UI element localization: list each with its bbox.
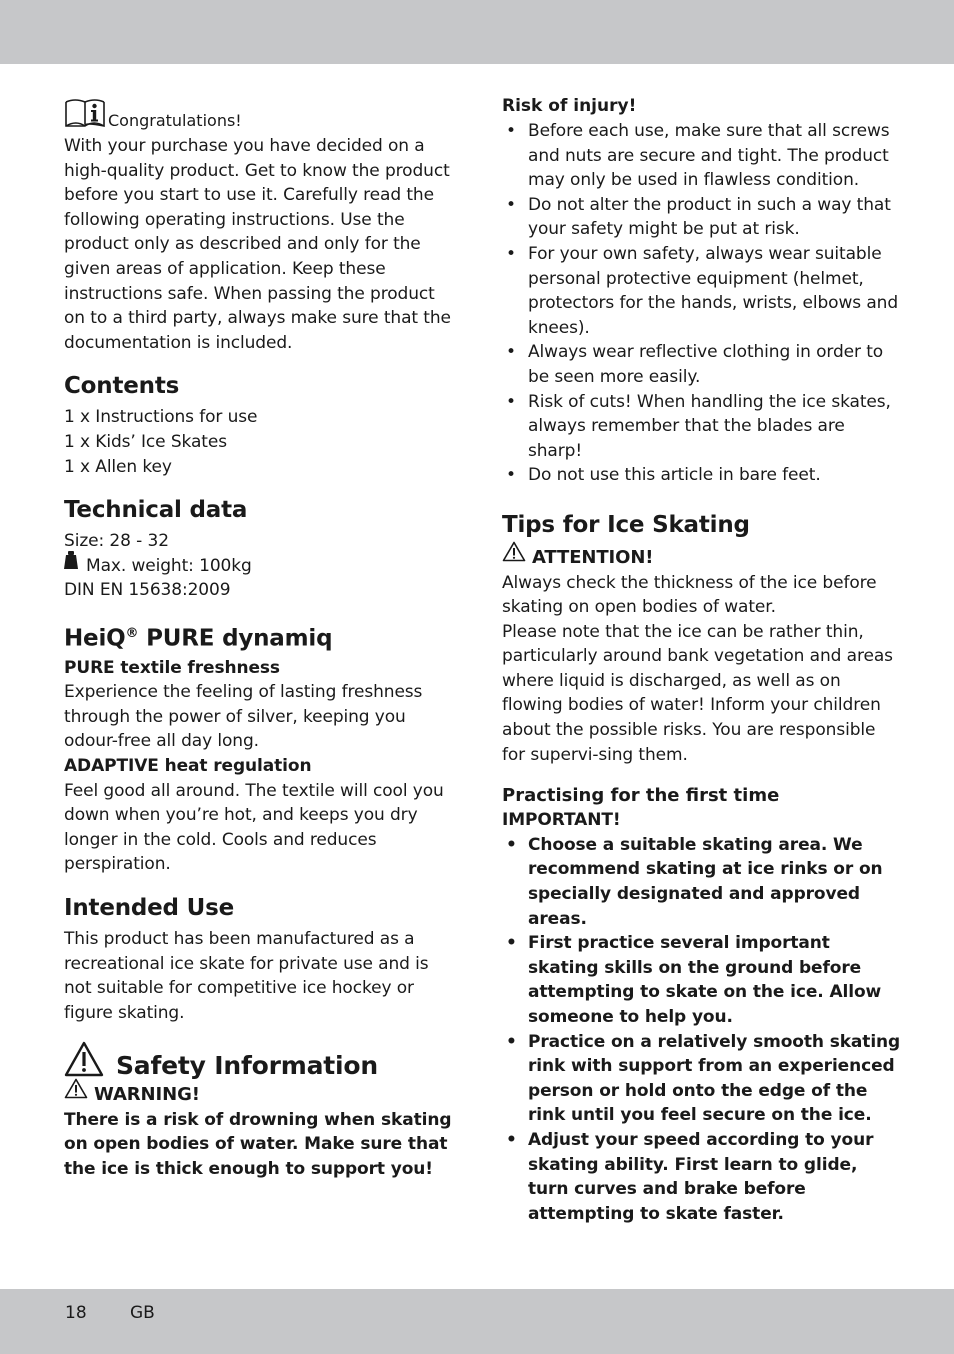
- list-item: • For your own safety, always wear suitable personal protective equipment (helmet, protectors for the hands, wrists, elbows and knees).: [502, 242, 902, 340]
- attention-text2: Please note that the ice can be rather thin, particularly around bank vegetation and areas where liquid is discharged, as well as on flowing bodies of water! Inform your children about the possible risks. You are responsible for supervi-sing them.: [502, 621, 893, 765]
- intended-title: Intended Use: [64, 894, 234, 921]
- list-item: • Risk of cuts! When handling the ice skates, always remember that the blades are sharp!: [502, 390, 902, 464]
- technical-title: Technical data: [64, 497, 248, 524]
- intro-heading-row: [64, 94, 454, 130]
- weight-icon: [64, 551, 78, 577]
- contents-item: 1 x Kids’ Ice Skates: [64, 431, 227, 452]
- technical-size: Size: 28 - 32: [64, 531, 169, 552]
- list-item: • Do not alter the product in such a way that your safety might be put at risk.: [502, 193, 902, 242]
- registered-mark: ®: [125, 625, 139, 641]
- contents-item: 1 x Instructions for use: [64, 407, 258, 428]
- safety-warning-row: [64, 1083, 454, 1108]
- contents-list: [64, 405, 454, 479]
- heiq-title: [64, 619, 454, 654]
- page-number: 18: [65, 1303, 87, 1323]
- tips-title: Tips for Ice Skating: [502, 511, 750, 538]
- right-column: [502, 94, 902, 1226]
- list-item: • Always wear reflective clothing in order to be seen more easily.: [502, 340, 902, 389]
- attention-row: [502, 546, 902, 571]
- practising-list: [502, 833, 902, 1227]
- intro-heading: Congratulations!: [108, 111, 242, 130]
- header-bar: [0, 0, 954, 64]
- list-item: • Do not use this article in bare feet.: [502, 463, 902, 488]
- heiq-text1: Experience the feeling of lasting freshness through the power of silver, keeping you odour-free all day long.: [64, 682, 423, 752]
- attention-label: ATTENTION!: [532, 546, 654, 568]
- technical-standard: DIN EN 15638:2009: [64, 580, 231, 601]
- language-code: GB: [130, 1303, 155, 1323]
- heiq-sub1: PURE textile freshness: [64, 657, 280, 678]
- attention-text1: Always check the thickness of the ice before skating on open bodies of water.: [502, 572, 877, 618]
- safety-warning-label: WARNING!: [94, 1084, 200, 1106]
- practising-title: Practising for the first time: [502, 785, 780, 807]
- intro-text: With your purchase you have decided on a high-quality product. Get to know the product before you start to use it. Carefully read the following operating instructions. Use the product only as described and only for the given areas of application. Keep these instructions safe. When passing the product on to a third party, always make sure that the documentation is included.: [64, 136, 451, 353]
- technical-weight-row: [64, 554, 454, 579]
- technical-weight: Max. weight: 100kg: [86, 555, 252, 576]
- left-column: [64, 94, 454, 1182]
- heiq-text2: Feel good all around. The textile will cool you down when you’re hot, and keeps you dry longer in the cold. Cools and reduces perspiration.: [64, 780, 444, 875]
- heiq-title-suffix: PURE dynamiq: [138, 625, 333, 652]
- list-item: • First practice several important skating skills on the ground before attempting to skate on the ice. Allow someone to help you.: [502, 931, 902, 1029]
- safety-title-row: [64, 1041, 454, 1083]
- heiq-sub2: ADAPTIVE heat regulation: [64, 755, 312, 776]
- technical-list: [64, 529, 454, 603]
- warning-icon: [502, 541, 526, 570]
- risk-list: [502, 119, 902, 488]
- list-item: • Choose a suitable skating area. We recommend skating at ice rinks or on specially designated and approved areas.: [502, 833, 902, 931]
- contents-item: 1 x Allen key: [64, 456, 172, 477]
- warning-triangle-icon: [64, 1041, 104, 1094]
- intended-text: This product has been manufactured as a recreational ice skate for private use and is not suitable for competitive ice hockey or figure skating.: [64, 928, 429, 1023]
- info-manual-icon: [64, 96, 106, 132]
- contents-title: Contents: [64, 373, 180, 400]
- important-label: IMPORTANT!: [502, 810, 621, 831]
- heiq-title-prefix: HeiQ: [64, 625, 126, 652]
- safety-warning-text: There is a risk of drowning when skating on open bodies of water. Make sure that the ice is thick enough to support you!: [64, 1109, 452, 1180]
- risk-title: Risk of injury!: [502, 96, 637, 116]
- safety-title: Safety Information: [116, 1051, 378, 1081]
- list-item: • Adjust your speed according to your skating ability. First learn to glide, turn curves and brake before attempting to skate faster.: [502, 1128, 902, 1226]
- list-item: • Before each use, make sure that all screws and nuts are secure and tight. The product may only be used in flawless condition.: [502, 119, 902, 193]
- heiq-body: [64, 656, 454, 877]
- list-item: • Practice on a relatively smooth skating rink with support from an experienced person or hold onto the edge of the rink until you feel secure on the ice.: [502, 1030, 902, 1128]
